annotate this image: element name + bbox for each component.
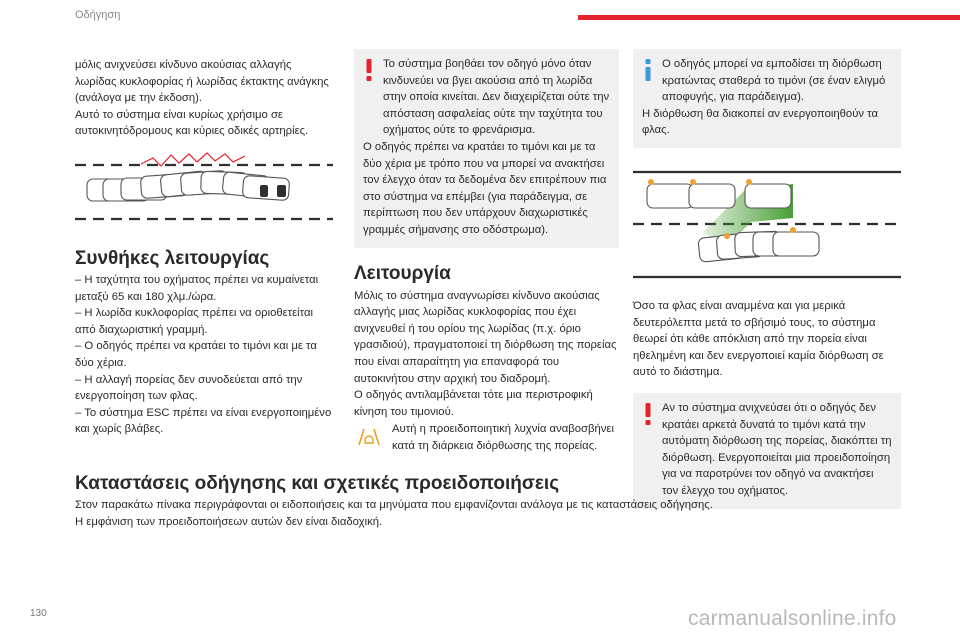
section-title: Οδήγηση: [75, 9, 121, 21]
header-accent-bar: [578, 15, 960, 20]
lane-keep-diagram: [75, 146, 333, 238]
condition-item: – Η αλλαγή πορείας δεν συνοδεύεται από την ενεργοποίηση των φλας.: [75, 373, 303, 403]
warning-text: Ο οδηγός πρέπει να κρατάει το τιμόνι και με τα δύο χέρια με τρόπο που να μπορεί να ανακτήσει τον έλεγχο όταν τα δεδομένα δεν επιτρέπουν πια στο σύστημα να επέμβει (για παράδειγμα, σε περίπτωση που δεν υπάρχουν διαχωριστικές γραμμές σήμανσης στο οδόστρωμα).: [363, 140, 607, 236]
page-number: 130: [30, 608, 47, 619]
driving-situations-heading: Καταστάσεις οδήγησης και σχετικές προειδοποιήσεις: [75, 473, 560, 494]
lamp-note: [354, 421, 619, 454]
warning-text: Το σύστημα βοηθάει τον οδηγό μόνο όταν κινδυνεύει να βγει ακούσια από τη λωρίδα στην οποία κινείται. Δεν διαχειρίζεται ούτε την απόσταση ασφαλείας ούτε την ταχύτητα του οχήματος ούτε το φρενάρισμα.: [383, 58, 610, 137]
column-1: [75, 57, 333, 438]
info-icon: [644, 59, 652, 87]
info-box: [633, 49, 901, 148]
warning-text: Αν το σύστημα ανιχνεύσει ότι ο οδηγός δεν κρατάει αρκετά δυνατά το τιμόνι κατά την αυτόματη διόρθωση της πορείας, διακόπτει τη διόρθωση. Ενεργοποιείται μια προειδοποίηση για να παροτρύνει τον οδηγό να ανακτήσει τον έλεγχο του οχήματος.: [662, 401, 892, 497]
turn-signal-illustration: [633, 170, 901, 286]
warning-box: [354, 49, 619, 248]
driving-situations-line: Στον παρακάτω πίνακα περιγράφονται οι ειδοποιήσεις και τα μηνύματα που εμφανίζονται ανάλογα με τις καταστάσεις οδήγησης.: [75, 499, 713, 511]
column-2: [354, 49, 619, 454]
lamp-note-text: Αυτή η προειδοποιητική λυχνία αναβοσβήνει κατά τη διάρκεια διόρθωσης της πορείας.: [392, 423, 614, 452]
driving-situations-text: [75, 497, 905, 531]
condition-item: – Ο οδηγός πρέπει να κρατάει το τιμόνι και με τα δύο χέρια.: [75, 340, 317, 369]
after-diagram-paragraph: Όσο τα φλας είναι αναμμένα και για μερικά δευτερόλεπτα μετά το σβήσιμό τους, το σύστημα θεωρεί ότι κάθε απόκλιση από την πορεία είναι ηθελημένη και δεν ενεργοποιεί καμία διόρθωση σε αυτό το διάστημα.: [633, 299, 884, 379]
operation-paragraph: Μόλις το σύστημα αναγνωρίσει κίνδυνο ακούσιας αλλαγής μιας λωρίδας κυκλοφορίας που έχει ανιχνευθεί ή του ορίου της λωρίδας (π.χ. όριο γρασιδιού), πραγματοποιεί τη διόρθωση της πορείας που είναι απαραίτητη για επαναφορά του αυτοκινήτου στην αρχική του διαδρομή.: [354, 289, 617, 385]
condition-item: – Η ταχύτητα του οχήματος πρέπει να κυμαίνεται μεταξύ 65 και 180 χλμ./ώρα.: [75, 273, 319, 303]
condition-item: – Το σύστημα ESC πρέπει να είναι ενεργοποιημένο και χωρίς βλάβες.: [75, 406, 332, 436]
lane-keep-illustration: [75, 146, 333, 238]
conditions-heading: Συνθήκες λειτουργίας: [75, 247, 270, 269]
condition-item: – Η λωρίδα κυκλοφορίας πρέπει να οριοθετείται από διαχωριστική γραμμή.: [75, 307, 314, 336]
intro-paragraph: μόλις ανιχνεύσει κίνδυνο ακούσιας αλλαγής λωρίδας κυκλοφορίας ή λωρίδας έκτακτης ανάγκης (ανάλογα με την έκδοση).: [75, 59, 329, 105]
lane-departure-warning-lamp-icon: [358, 427, 380, 453]
driving-situations-line: Η εμφάνιση των προειδοποιήσεων αυτών δεν είναι διαδοχική.: [75, 516, 383, 528]
exclamation-icon: [365, 59, 373, 87]
operation-heading: Λειτουργία: [354, 262, 451, 284]
info-text: Η διόρθωση θα διακοπεί αν ενεργοποιηθούν τα φλας.: [642, 107, 879, 137]
column-3: [633, 49, 901, 509]
operation-paragraph: Ο οδηγός αντιλαμβάνεται τότε μια περιστροφική κίνηση του τιμονιού.: [354, 389, 593, 418]
watermark: carmanualsonline.info: [688, 607, 897, 630]
exclamation-icon: [644, 403, 652, 431]
info-text: Ο οδηγός μπορεί να εμποδίσει τη διόρθωση κρατώντας σταθερά το τιμόνι (σε έναν ελιγμό αποφυγής, για παράδειγμα).: [662, 58, 886, 104]
intro-paragraph: Αυτό το σύστημα είναι κυρίως χρήσιμο σε αυτοκινητόδρομους και κύριες οδικές αρτηρίες.: [75, 108, 309, 138]
turn-signal-diagram: [633, 170, 901, 286]
